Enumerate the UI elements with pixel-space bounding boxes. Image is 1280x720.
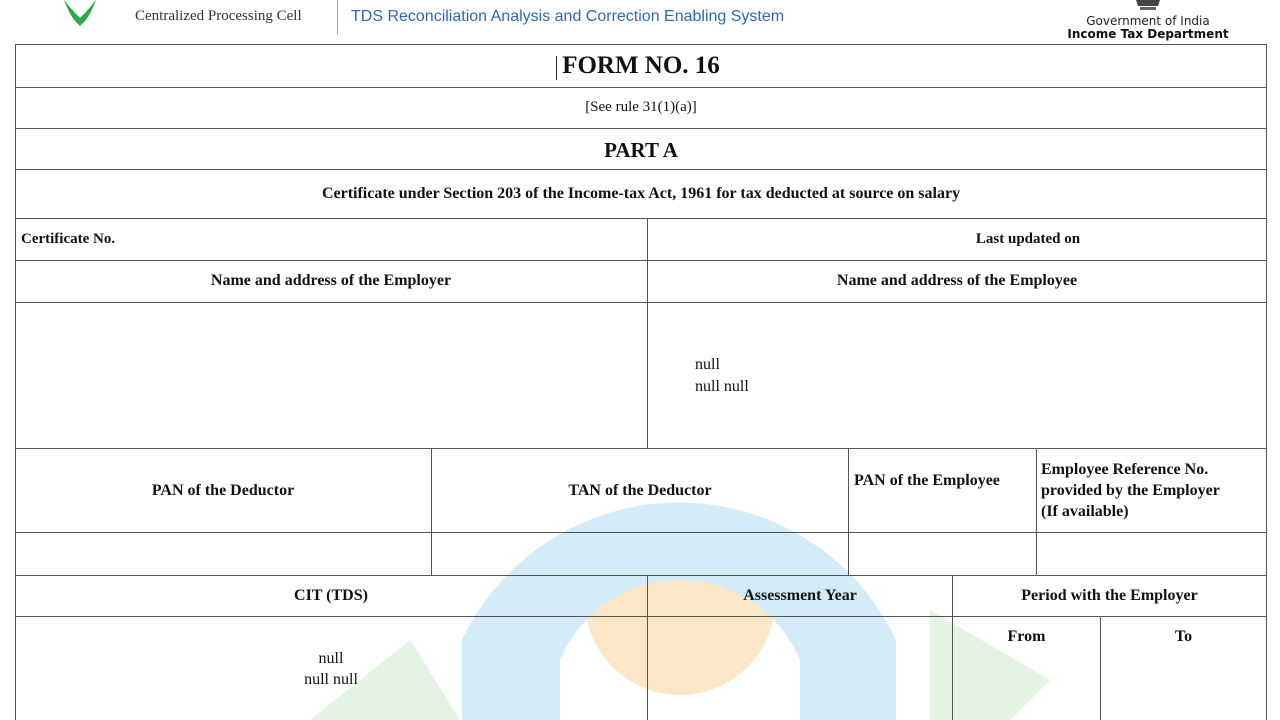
- form-title: FORM NO. 16: [562, 52, 720, 79]
- tan-deductor-label: TAN of the Deductor: [568, 482, 712, 499]
- header-org-name: Centralized Processing Cell: [135, 8, 302, 24]
- grid-line: [15, 260, 1267, 261]
- grid-line: [848, 448, 849, 575]
- cit-tds-label: CIT (TDS): [294, 587, 368, 604]
- certificate-heading: Certificate under Section 203 of the Income-tax Act, 1961 for tax deducted at source on salary: [321, 185, 961, 202]
- grid-line: [15, 128, 1267, 129]
- from-label: From: [1007, 628, 1046, 645]
- income-tax-department: Income Tax Department: [1067, 27, 1229, 41]
- grid-line: [15, 532, 1267, 533]
- employee-address-line1: null: [695, 356, 720, 373]
- grid-line: [15, 616, 1267, 617]
- certificate-no-label: Certificate No.: [21, 231, 116, 247]
- employee-name-label: Name and address of the Employee: [836, 272, 1078, 289]
- part-a-heading: PART A: [604, 138, 678, 162]
- grid-line: [15, 575, 1267, 576]
- to-label: To: [1174, 628, 1193, 645]
- cit-address-line1: null: [318, 650, 344, 667]
- grid-line: [431, 448, 432, 575]
- pan-employee-label: PAN of the Employee: [854, 472, 1000, 489]
- grid-line: [15, 218, 1267, 219]
- grid-line: [15, 448, 1267, 449]
- cit-address-line2: null null: [304, 671, 358, 688]
- grid-line: [647, 218, 648, 448]
- form-rule: [See rule 31(1)(a)]: [585, 99, 697, 115]
- emp-ref-line2: provided by the Employer: [1041, 482, 1220, 499]
- assessment-year-label: Assessment Year: [743, 587, 857, 604]
- grid-line: [15, 87, 1267, 88]
- header-system-title: TDS Reconciliation Analysis and Correction Enabling System: [351, 8, 785, 25]
- grid-line: [15, 169, 1267, 170]
- last-updated-label: Last updated on: [975, 231, 1081, 247]
- employer-name-label: Name and address of the Employer: [210, 272, 452, 289]
- employee-address-line2: null null: [695, 378, 749, 395]
- emp-ref-line1: Employee Reference No.: [1041, 461, 1209, 478]
- grid-line: [1036, 448, 1037, 575]
- emp-ref-line3: (If available): [1041, 503, 1129, 520]
- grid-line: [15, 302, 1267, 303]
- period-label: Period with the Employer: [1021, 587, 1198, 604]
- gov-of-india: Government of India: [1086, 14, 1210, 28]
- pan-deductor-label: PAN of the Deductor: [151, 482, 295, 499]
- grid-line: [15, 44, 1267, 45]
